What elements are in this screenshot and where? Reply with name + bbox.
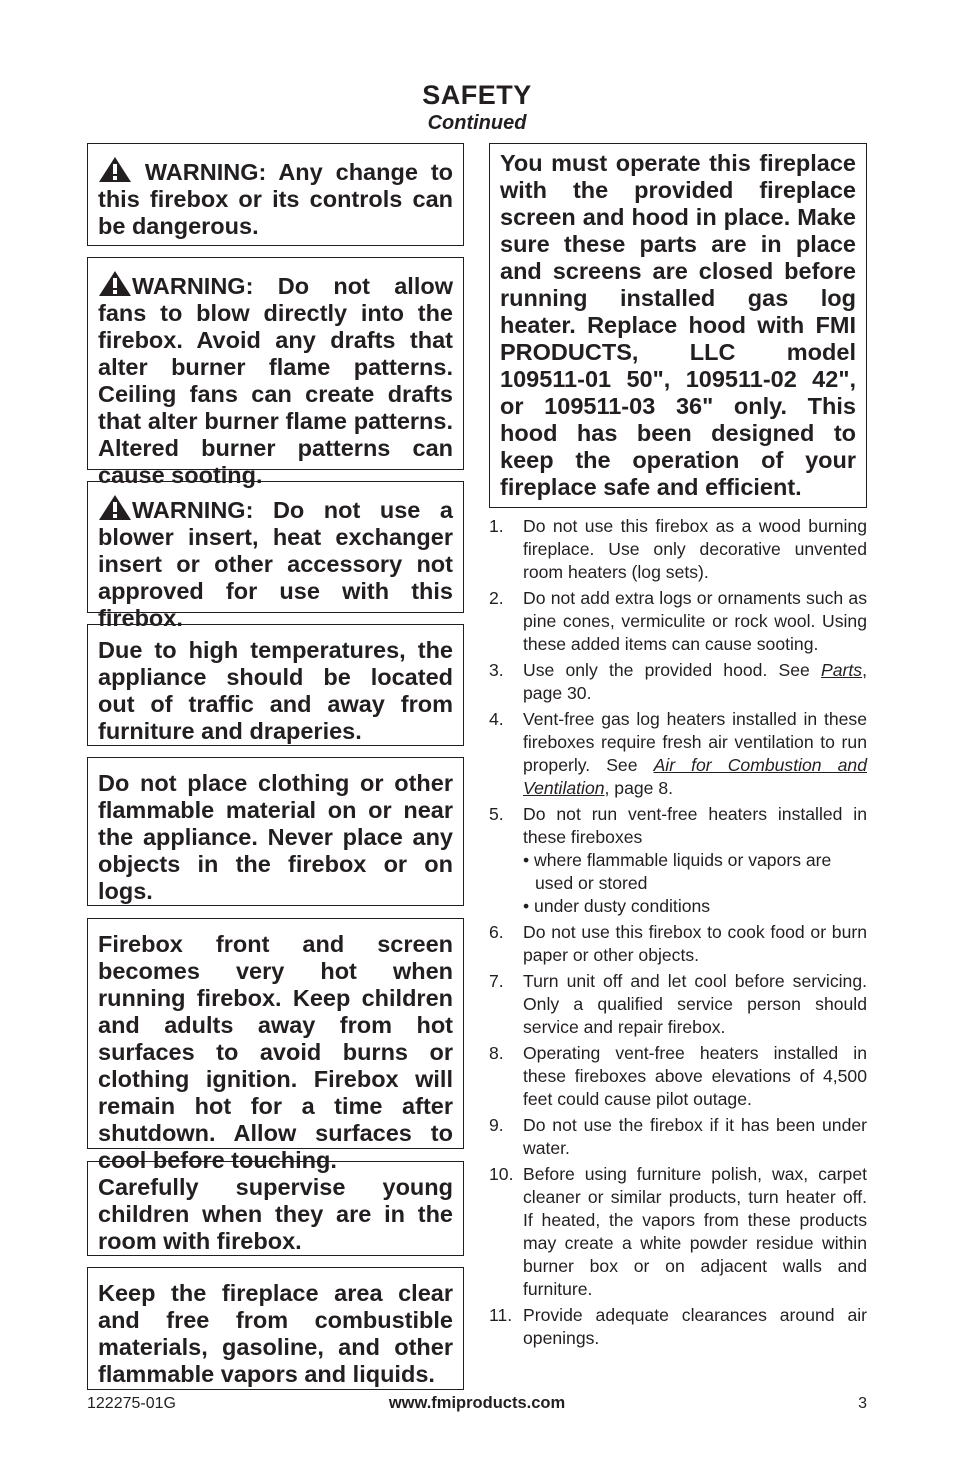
warning-text: WARNING: Do not use a blower insert, heat exchanger insert or other accessory not approved for use with this firebox. [98,497,453,631]
notice-box-high-temperatures [87,624,464,746]
part-number: 122275-01G [87,1395,176,1412]
list-item: 10. Before using furniture polish, wax, carpet cleaner or similar products, turn heater off. If heated, the vapors from these products may create a white powder residue within burner box or on adjacent walls and furniture. [489,1164,867,1299]
list-item: 9. Do not use the firebox if it has been under water. [489,1115,867,1158]
list-item: 11. Provide adequate clearances around air openings. [489,1305,867,1348]
warning-text: WARNING: Do not allow fans to blow directly into the firebox. Avoid any drafts that alter burner flame patterns. Ceiling fans can create drafts that alter burner flame patterns. Altered burner patterns can cause sooting. [98,273,453,488]
notice-box-supervise-children [87,1161,464,1256]
list-item: 6. Do not use this firebox to cook food or burn paper or other objects. [489,922,867,965]
list-item: 3. Use only the provided hood. See Parts, page 30. [489,660,867,703]
warning-triangle-icon [98,494,132,521]
notice-text: You must operate this fireplace with the provided fireplace screen and hood in place. Make sure these parts are in place and screens are closed before running installed gas log heater. Replace hood with FMI PRODUCTS, LLC model 109511-01 50", 109511-02 42", or 109511-03 36" only. This hood has been designed to keep the operation of your fireplace safe and efficient. [500,150,856,500]
notice-box-screen-and-hood [489,143,867,508]
safety-list [489,515,867,1353]
notice-text: Keep the fireplace area clear and free from combustible materials, gasoline, and other flammable vapors and liquids. [98,1280,453,1387]
page-title: SAFETY [422,80,532,110]
notice-text: Do not place clothing or other flammable material on or near the appliance. Never place any objects in the firebox or on logs. [98,770,453,904]
notice-text: Firebox front and screen becomes very hot when running firebox. Keep children and adults away from hot surfaces to avoid burns or clothing ignition. Firebox will remain hot for a time after shutdown. Allow surfaces to cool before touching. [98,931,453,1173]
notice-box-clear-area [87,1267,464,1390]
warning-triangle-icon [98,156,132,183]
warning-box-fans [87,257,464,488]
notice-box-clothing [87,757,464,906]
list-item: 1. Do not use this firebox as a wood burning fireplace. Use only decorative unvented room heaters (log sets). [489,516,867,582]
list-item: 8. Operating vent-free heaters installed in these fireboxes above elevations of 4,500 feet could cause pilot outage. [489,1043,867,1109]
list-item: 5. Do not run vent-free heaters installed in these fireboxes • where flammable liquids or vapors are used or stored • under dusty conditions [489,804,867,916]
page-number: 3 [858,1395,867,1412]
list-item: 7. Turn unit off and let cool before servicing. Only a qualified service person should service and repair firebox. [489,971,867,1037]
sub-bullet: • where flammable liquids or vapors are used or stored [523,850,832,893]
warning-text: WARNING: Any change to this firebox or its controls can be dangerous. [98,159,453,239]
list-item: 4. Vent-free gas log heaters installed in these fireboxes require fresh air ventilation to run properly. See Air for Combustion and Ventilation, page 8. [489,709,867,798]
list-item: 2. Do not add extra logs or ornaments such as pine cones, vermiculite or rock wool. Using these added items can cause sooting. [489,588,867,654]
notice-text: Due to high temperatures, the appliance should be located out of traffic and away from furniture and draperies. [98,637,453,744]
warning-box-blower-insert [87,481,464,631]
air-for-combustion-link[interactable]: Air for Combustion and Ventilation [523,755,867,798]
notice-box-hot-surfaces [87,918,464,1173]
warning-triangle-icon [98,270,132,297]
sub-bullet: • under dusty conditions [523,896,711,916]
page-subtitle: Continued [427,112,527,134]
warning-box-firebox-change [87,143,464,246]
parts-link[interactable]: Parts [821,660,863,680]
website-link[interactable]: www.fmiproducts.com [388,1394,566,1412]
notice-text: Carefully supervise young children when they are in the room with firebox. [98,1174,453,1254]
